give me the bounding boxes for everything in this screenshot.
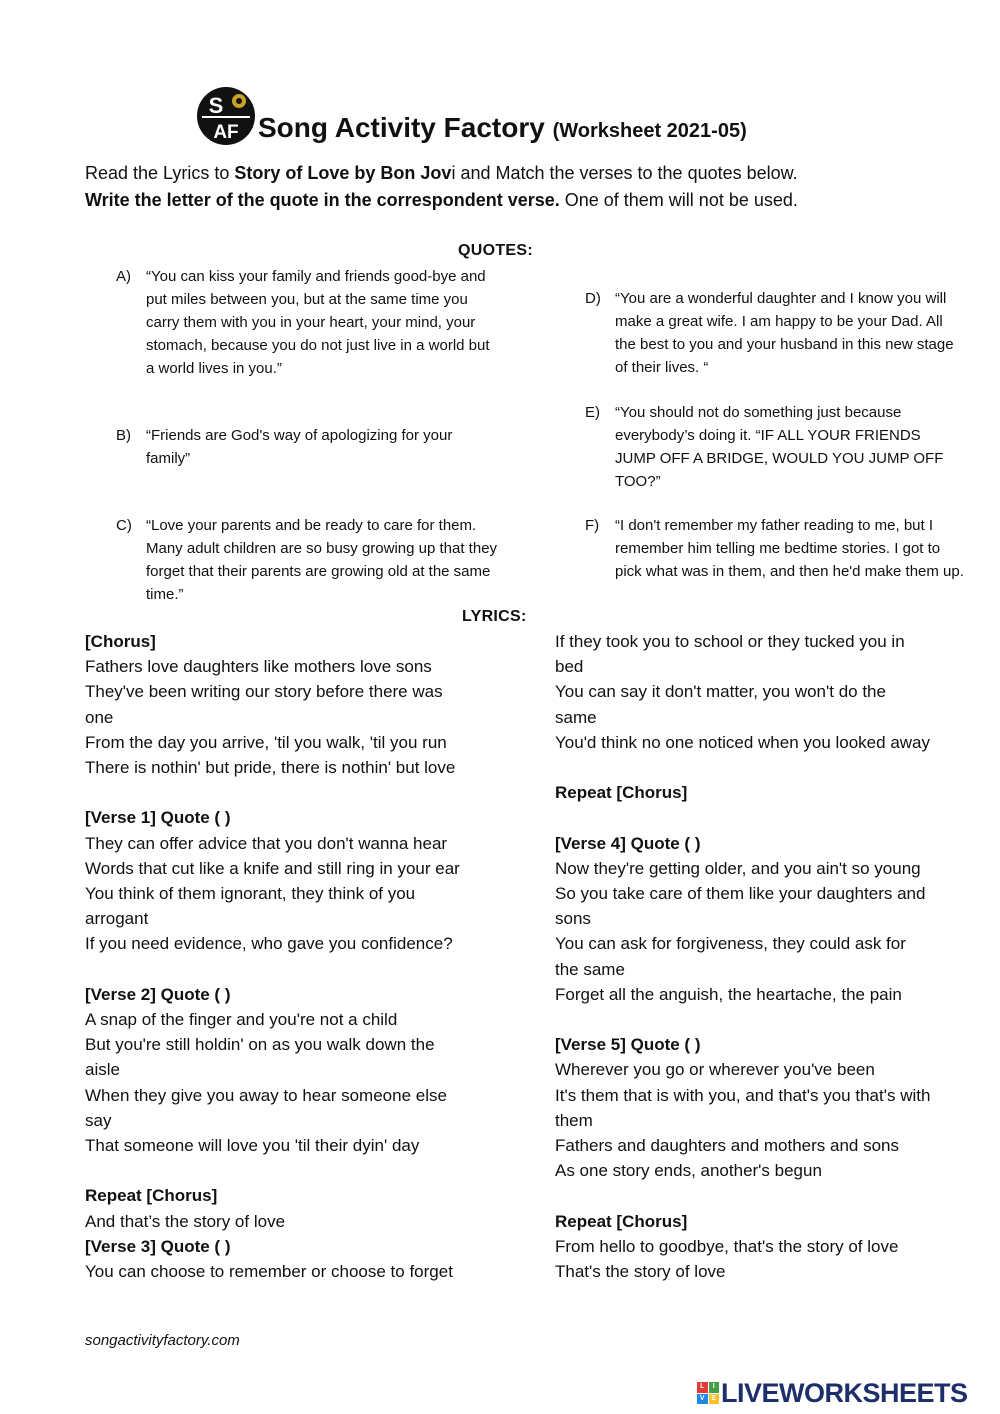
- quote-b: [116, 424, 496, 474]
- lyric-line: You can say it don't matter, you won't do the: [555, 682, 886, 702]
- lyric-line: They can offer advice that you don't wanna hear: [85, 833, 448, 853]
- lyric-line: [Verse 3] Quote ( ): [85, 1236, 231, 1256]
- quote-d: [585, 287, 970, 379]
- lyric-line: That someone will love you 'til their dyin' day: [85, 1136, 420, 1156]
- lyric-line: If they took you to school or they tucked you in: [555, 632, 905, 651]
- quote-text: “You are a wonderful daughter and I know you will make a great wife. I am happy to be your Dad. All the best to you and your husband in this new stage of their lives. “: [615, 290, 954, 376]
- lyric-line: When they give you away to hear someone else: [85, 1085, 447, 1105]
- lyric-line: same: [555, 707, 597, 727]
- lyrics-left-column: [85, 629, 525, 1284]
- lyric-line: Repeat [Chorus]: [555, 1211, 688, 1231]
- lyric-line: So you take care of them like your daughters and: [555, 884, 926, 903]
- lyric-line: From hello to goodbye, that's the story of love: [555, 1236, 899, 1256]
- quote-text: “Love your parents and be ready to care for them. Many adult children are so busy growing up that they forget that their parents are growing old at the same time.”: [146, 517, 498, 603]
- lyric-line: [Verse 4] Quote ( ): [555, 833, 701, 853]
- lyric-line: Repeat [Chorus]: [85, 1186, 218, 1206]
- lyric-line: That's the story of love: [555, 1262, 726, 1282]
- quote-letter: E): [585, 404, 600, 421]
- lyric-spacer: [555, 1007, 975, 1032]
- lyric-line: You think of them ignorant, they think of you: [85, 884, 416, 904]
- quote-f: [585, 514, 970, 606]
- quote-letter: F): [585, 517, 600, 534]
- liveworksheets-logo: [697, 1378, 968, 1408]
- lyric-line: Now they're getting older, and you ain't so young: [555, 858, 921, 878]
- lyric-line: [Verse 2] Quote ( ): [85, 984, 231, 1004]
- liveworksheets-wordmark: LIVEWORKSHEETS: [721, 1377, 968, 1408]
- intro-line2-rest: One of them will not be used.: [559, 190, 798, 210]
- footer-url: songactivityfactory.com: [85, 1332, 240, 1349]
- lyric-line: Fathers and daughters and mothers and sons: [555, 1136, 899, 1156]
- lyric-line: arrogant: [85, 909, 149, 929]
- lyric-line: From the day you arrive, 'til you walk, 'til you run: [85, 732, 447, 752]
- liveworksheets-mark-icon: [697, 1382, 719, 1404]
- lyric-line: [Chorus]: [85, 632, 156, 651]
- lyric-line: Repeat [Chorus]: [555, 783, 688, 803]
- instructions: [85, 160, 965, 214]
- lyric-line: And that’s the story of love: [85, 1211, 286, 1231]
- lyric-line: Forget all the anguish, the heartache, the pain: [555, 984, 902, 1004]
- lyric-line: sons: [555, 909, 591, 929]
- lyric-line: [Verse 5] Quote ( ): [555, 1035, 701, 1055]
- title-text: Song Activity Factory: [258, 112, 545, 143]
- lyric-line: As one story ends, another's begun: [555, 1161, 822, 1181]
- lyric-spacer: [85, 780, 525, 805]
- page-title: [258, 112, 747, 144]
- lyric-line: aisle: [85, 1060, 120, 1080]
- quote-letter: C): [116, 517, 132, 534]
- lyric-spacer: [85, 957, 525, 982]
- title-subtitle: (Worksheet 2021-05): [552, 120, 747, 142]
- lyric-line: say: [85, 1110, 112, 1130]
- lyrics-heading: LYRICS:: [462, 608, 527, 625]
- quotes-heading: QUOTES:: [458, 242, 533, 259]
- lyric-spacer: [85, 1158, 525, 1183]
- lyric-line: Words that cut like a knife and still ring in your ear: [85, 858, 460, 878]
- quote-text: “Friends are God's way of apologizing for your family”: [146, 427, 453, 467]
- logo-letter-s: S: [208, 93, 224, 118]
- lyric-line: one: [85, 707, 114, 727]
- lyric-line: You'd think no one noticed when you looked away: [555, 732, 931, 752]
- intro-song-title: Story of Love by Bon Jov: [234, 163, 452, 183]
- lyric-line: There is nothin' but pride, there is nothin' but love: [85, 758, 456, 778]
- quote-text: “You should not do something just because everybody’s doing it. “IF ALL YOUR FRIENDS JUMP OFF A BRIDGE, WOULD YOU JUMP OFF TOO?”: [615, 404, 944, 490]
- lyric-line: bed: [555, 657, 584, 677]
- quote-e: [585, 401, 970, 493]
- quote-text: “I don't remember my father reading to me, but I remember him telling me bedtime stories. I got to pick what was in them, and then he'd make them up.: [615, 517, 964, 580]
- quote-c: [116, 514, 496, 606]
- mark-letter: V: [697, 1394, 708, 1405]
- lyric-line: [Verse 1] Quote ( ): [85, 808, 231, 828]
- intro-line1-c: i and Match the verses to the quotes below.: [451, 163, 798, 183]
- intro-line2-bold: Write the letter of the quote in the correspondent verse.: [85, 190, 560, 210]
- quote-letter: B): [116, 427, 131, 444]
- logo-letters-af: AF: [213, 122, 239, 143]
- lyric-line: If you need evidence, who gave you confidence?: [85, 934, 453, 954]
- lyric-spacer: [555, 805, 975, 830]
- lyric-line: A snap of the finger and you're not a child: [85, 1010, 398, 1030]
- lyric-line: the same: [555, 959, 625, 979]
- quote-text: “You can kiss your family and friends good-bye and put miles between you, but at the same time you carry them with you in your heart, your mind, your stomach, because you do not just live in a world but a world lives in you.”: [146, 268, 490, 377]
- lyric-line: Wherever you go or wherever you've been: [555, 1060, 875, 1080]
- lyric-line: You can choose to remember or choose to forget: [85, 1262, 453, 1282]
- lyric-line: They've been writing our story before there was: [85, 682, 443, 702]
- mark-letter: I: [709, 1382, 720, 1393]
- lyric-line: You can ask for forgiveness, they could ask for: [555, 934, 906, 954]
- lyric-line: But you're still holdin' on as you walk down the: [85, 1035, 435, 1055]
- lyric-line: them: [555, 1110, 593, 1130]
- mark-letter: L: [697, 1382, 708, 1393]
- lyric-spacer: [555, 1183, 975, 1208]
- lyric-line: It's them that is with you, and that's you that's with: [555, 1085, 931, 1105]
- mark-letter: E: [709, 1394, 720, 1405]
- intro-line1-a: Read the Lyrics to: [85, 163, 235, 183]
- quote-letter: A): [116, 268, 131, 285]
- quote-letter: D): [585, 290, 601, 307]
- lyric-spacer: [555, 755, 975, 780]
- quote-a: [116, 265, 496, 405]
- saf-logo: [196, 86, 256, 146]
- lyric-line: Fathers love daughters like mothers love sons: [85, 657, 432, 677]
- lyrics-right-column: [555, 629, 975, 1284]
